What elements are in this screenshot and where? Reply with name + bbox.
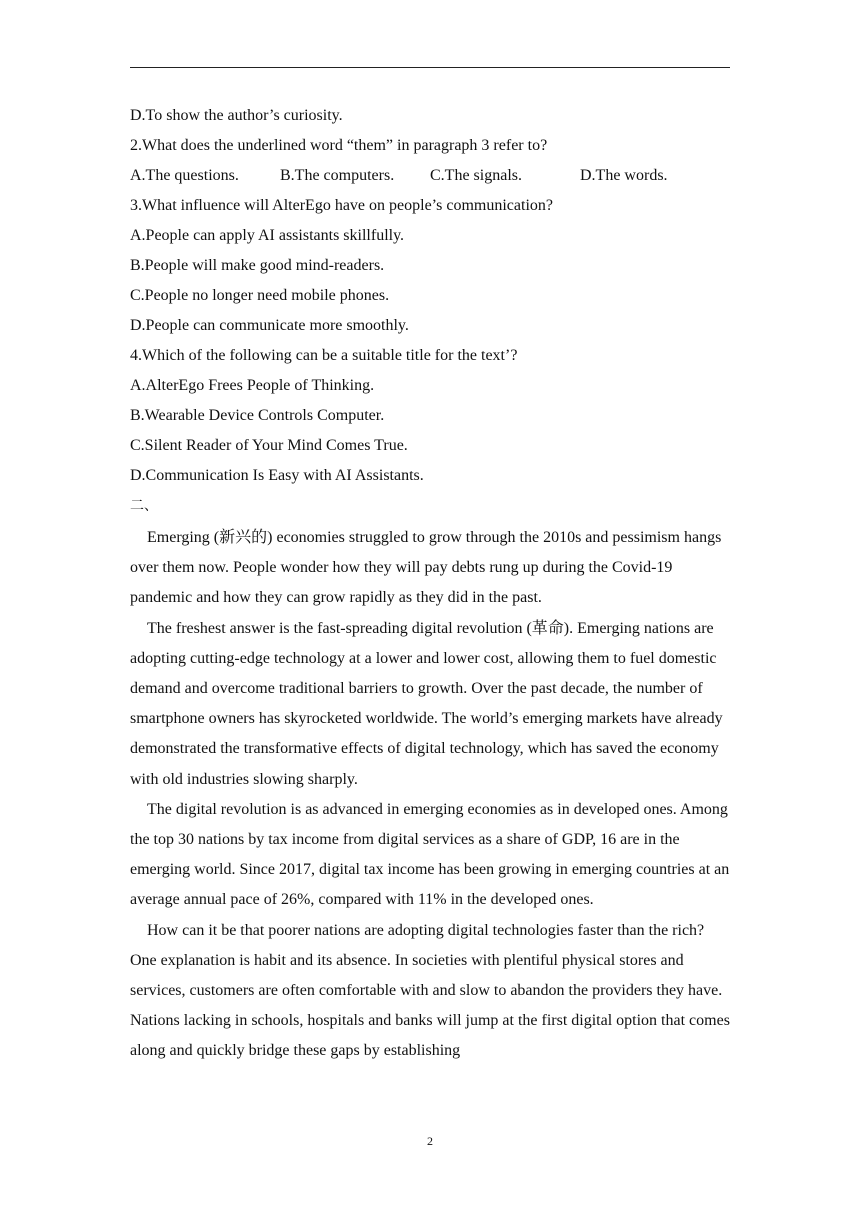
page-number: 2 bbox=[427, 1134, 433, 1148]
q2-option-c: C.The signals. bbox=[430, 167, 522, 184]
passage-paragraph: The freshest answer is the fast-spreading digital revolution (革命). Emerging nations are adopting cutting-edge technology at a lower and lower cost, allowing them to fuel domestic demand and overcome traditional barriers to growth. Over the past decade, the number of smartphone owners has skyrocketed worldwide. The world’s emerging markets have already demonstrated the transformative effects of digital technology, which has saved the economy with old industries slowing sharply. bbox=[130, 619, 723, 788]
page-content bbox=[130, 101, 732, 1067]
q4-option-c: C.Silent Reader of Your Mind Comes True. bbox=[130, 437, 408, 454]
passage-paragraph: The digital revolution is as advanced in emerging economies as in developed ones. Among the top 30 nations by tax income from digital services as a share of GDP, 16 are in the emerging world. Since 2017, digital tax income has been growing in emerging countries at an average annual pace of 26%, compared with 11% in the developed ones. bbox=[130, 800, 730, 909]
q4-stem: 4.Which of the following can be a suitable title for the text’? bbox=[130, 347, 518, 364]
q3-option-a: A.People can apply AI assistants skillfully. bbox=[130, 227, 405, 244]
header-rule bbox=[130, 67, 730, 68]
q4-option-d: D.Communication Is Easy with AI Assistants. bbox=[130, 467, 424, 484]
passage-paragraph: Emerging (新兴的) economies struggled to grow through the 2010s and pessimism hangs over them now. People wonder how they will pay debts rung up during the Covid-19 pandemic and how they can grow rapidly as they did in the past. bbox=[130, 529, 722, 607]
q3-stem: 3.What influence will AlterEgo have on people’s communication? bbox=[130, 197, 553, 214]
q1-option-d: D.To show the author’s curiosity. bbox=[130, 107, 343, 124]
q2-stem: 2.What does the underlined word “them” in paragraph 3 refer to? bbox=[130, 137, 548, 154]
q4-option-b: B.Wearable Device Controls Computer. bbox=[130, 407, 385, 424]
q3-option-c: C.People no longer need mobile phones. bbox=[130, 287, 390, 304]
q3-option-b: B.People will make good mind-readers. bbox=[130, 257, 385, 274]
q2-option-a: A.The questions. bbox=[130, 167, 239, 184]
q2-option-b: B.The computers. bbox=[280, 167, 395, 184]
q3-option-d: D.People can communicate more smoothly. bbox=[130, 317, 409, 334]
passage-paragraph: How can it be that poorer nations are adopting digital technologies faster than the rich? One explanation is habit and its absence. In societies with plentiful physical stores and services, customers are often comfortable with and slow to abandon the providers they have. Nations lacking in schools, hospitals and banks will jump at the first digital option that comes along and quickly bridge these gaps by establishing bbox=[130, 921, 730, 1060]
q4-option-a: A.AlterEgo Frees People of Thinking. bbox=[130, 377, 375, 394]
reading-passage bbox=[130, 523, 732, 1067]
q2-options bbox=[130, 161, 732, 191]
section-heading: 二、 bbox=[130, 498, 158, 514]
q2-option-d: D.The words. bbox=[580, 167, 668, 184]
